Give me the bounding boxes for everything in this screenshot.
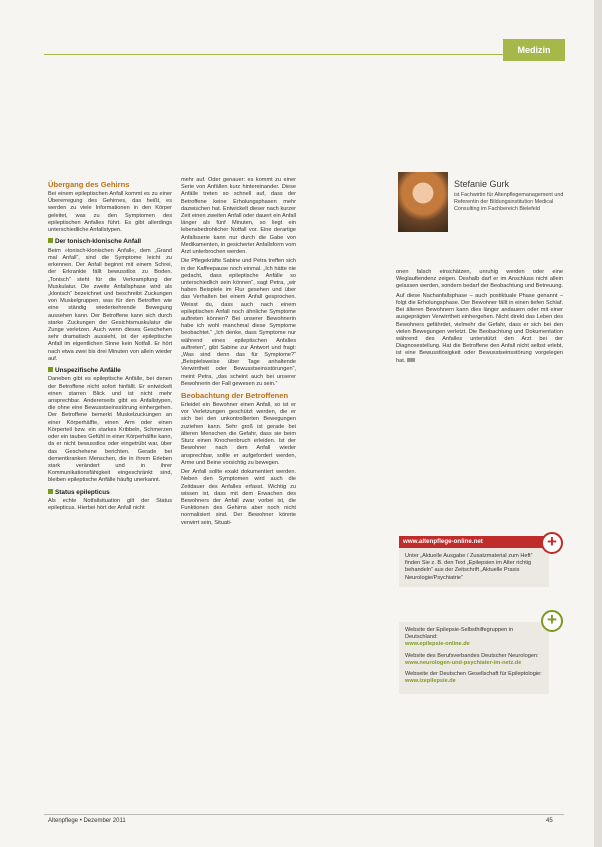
heading-intro: Übergang des Gehirns (48, 180, 130, 189)
bullet-square-icon (48, 238, 53, 243)
paragraph-col2-1: mehr auf. Oder genauer: es kommt zu einer Serie von Anfällen kurz hintereinander. Diese Anfälle treten so schnell auf, dass der Betroffene keine Erholungsphasen mehr dazwischen hat. Entwickelt dieser nach kurzer Zeit einen zweiten Anfall oder dauert ein Anfall länger als fünf Minuten, so liegt ein lebensbedrohlicher Notfall vor. Eine derartige Anfallsserie kann nur durch die Gabe von Medikamenten, in gesicherter Anfallsform vom Arzt unterbrochen werden. (181, 177, 296, 256)
heading-tonic: Der tonisch-klonische Anfall (48, 238, 172, 246)
paragraph-col2-4: Der Anfall sollte exakt dokumentiert werden. Neben den Symptomen wird auch die Zeitdauer des Anfalles erfasst. Wichtig zu wissen ist, dass mit dem Erwachen des Bewohners der Anfall zwar vorbei ist, die Funktionen des Gehirns aber noch nicht normalisiert sind. Der Bewohner könnte verwirrt sein, Situati- (181, 469, 296, 526)
footer-publication: Altenpflege • Dezember 2011 (48, 818, 126, 824)
section-tab: Medizin (503, 39, 565, 61)
footer-rule (44, 814, 564, 815)
column-3 (396, 269, 563, 367)
link-box-list (399, 622, 549, 694)
bullet-square-icon (48, 367, 53, 372)
paragraph-col3-1: onen falsch einschätzen, unruhig werden oder eine Weglauftendenz zeigen. Deshalb darf er im Anschluss nicht allein gelassen werden, sondern bedarf der Beobachtung und Betreuung. (396, 269, 564, 290)
website-link[interactable]: www.epilepsie-online.de (405, 641, 470, 648)
author-photo (398, 172, 448, 232)
link-box-online (399, 532, 557, 587)
plus-icon: + (541, 532, 563, 554)
link-box-url[interactable]: www.altenpflege-online.net (399, 536, 549, 548)
plus-icon: + (541, 610, 563, 632)
paragraph-status: Als echte Notfallsituation gilt der Status epilepticus. Hierbei hört der Anfall nicht (48, 498, 172, 512)
heading-unspecific: Unspezifische Anfälle (48, 367, 172, 375)
website-link[interactable]: www.izepilepsie.de (405, 678, 456, 685)
heading-status: Status epilepticus (48, 489, 172, 497)
paragraph-unspecific: Daneben gibt es epileptische Anfälle, bei denen der Betroffene nicht sofort hinfällt. Er entwickelt einen starren Blick und ist nicht mehr ansprechbar. Andererseits gibt es Anfallstypen, die ohne eine Bewusstseinsstörung einhergehen. Der Betroffene bemerkt Muskelzuckungen an einer Körperhälfte, einen Arm oder einen Körperteil bzw. ein starkes Kribbeln, Schmerzen oder ein taubes Gefühl in einer Körperhälfte kann, da er nicht bewusstlos oder eingetrübt war, über das Geschehene berichten. Gerade bei dementkranken Menschen, die in ihrem Erleben stark verändert und in ihrer Kommunikationsfähigkeit eingeschränkt sind, bleiben epileptische Anfälle häufig unerkannt. (48, 376, 172, 484)
author-name: Stefanie Gurk (454, 179, 510, 189)
website-link[interactable]: www.neurologen-und-psychiater-im-netz.de (405, 659, 522, 666)
paragraph-intro: Bei einem epileptischen Anfall kommt es zu einer Übererregung des Gehirnes, das heißt, es werden zu viele Informationen in den Körper geleitet, was zu den Symptomen des epileptischen Anfalles führt. Es gibt allerdings unterschiedliche Anfallstypen. (48, 191, 172, 234)
paragraph-col2-2: Die Pflegekräfte Sabine und Petra treffen sich in der Kaffeepause noch einmal. „Ich hätte nie gedacht, dass epileptische Anfälle so unterschiedlich sein können“, sagt Petra, „wir haben Beispiele im Flur gesehen und über das Verhalten bei einem Anfall gesprochen. Weisst du, dass auch nach einem epileptischen Anfall noch ähnliche Symptome auftreten können? Bei unserer Bewohnerin habe ich wohl manchmal diese Symptome beobachtet.“ „Ich denke, dass Symptome nur während eines epileptischen Anfalles auftreten“, gibt Sabine zur Antwort und fragt: „Was sind denn das für Symptome?“ „Beispielsweise über Tage anhaltende Verwirrtheit oder Bewusstseinsstörungen“, meint Petra, „das scheint auch bei unserer Bewohnerin der Fall gewesen zu sein.“ (181, 258, 296, 387)
link-box-websites (399, 610, 557, 694)
column-1 (48, 177, 172, 515)
end-mark-icon (407, 358, 415, 362)
website-item: Website des Berufsverbandes Deutscher Neurologen: www.neurologen-und-psychiater-im-netz.de (405, 652, 539, 666)
website-item: Webseite der Deutschen Gesellschaft für Epileptologie: www.izepilepsie.de (405, 671, 542, 685)
page-number: 45 (546, 818, 553, 824)
page-edge (594, 0, 602, 847)
author-bio: ist Fachwirtin für Altenpflegemanagement und Referentin der Bildungsinstitution Medical Consulting im Fachbereich Bielefeld (454, 192, 564, 212)
paragraph-tonic: Beim »tonisch-klonischen Anfall«, dem „Grand mal Anfall“, sind die Symptome leicht zu erkennen. Der Anfall beginnt mit einem Schrei, der Erkrankte fällt bewusstlos zu Boden. „Tonisch“ steht für die Verkrampfung der Muskulatur. Die zweite Anfallsphase wird als „klonisch“ bezeichnet und beschreibt Zuckungen von Muskelgruppen, was für den Betroffen wie eine ständig wiederkehrende Bewegung aussehen kann. Der Betroffene kann sich durch starke Zuckungen der Gesichtsmuskulatur die Zunge verletzen. Auch wenn dieses Geschehen sehr dramatisch aussieht, ist der epileptische Anfall im eigentlichen Sinne kein Notfall. Er hört nach etwa zwei bis drei Minuten von allein wieder auf. (48, 247, 172, 362)
heading-observation: Beobachtung der Betroffenen (181, 391, 289, 401)
column-2 (181, 177, 296, 529)
paragraph-col3-2: Auf diese Nachanfallsphase – auch postiktuale Phase genannt – folgt die Erholungsphase. Der Bewohner fällt in einen tiefen Schlaf. Bei älteren Bewohnern kann dies länger andauern oder mit einer ausgeprägten Verwirrtheit einhergehen. Nicht direkt das Leben des Bewohners gefährdet, vielmehr die Gefahr, dass er sich bei den vielen Bewegungen verletzt. Die Beobachtung und Dokumentation während des Anfalles unterstützt den Arzt bei der Diagnosestellung. Hat die Betroffene den Anfall nicht selbst erlebt, ist eine Bewusstlosigkeit oder Bewusstseinsstörung vorgelegen hat. (396, 292, 563, 364)
author-box (398, 172, 566, 244)
link-box-text: Unter „Aktuelle Ausgabe / Zusatzmaterial zum Heft“ finden Sie z. B. den Text „Epilepsien im Alter richtig behandeln“ aus der Zeitschrift „Aktuelle Praxis Neurologie/Psychiatrie“ (405, 553, 533, 581)
paragraph-col2-3: Erleidet ein Bewohner einen Anfall, so ist er vor Verletzungen geschützt werden, die er sich bei den unkontrollierten Bewegungen zuziehen kann. Sehr groß ist gerade bei älteren Menschen die Gefahr, dass sie beim Sturz einen Knochenbruch erleiden. Ist der Bewohner nach dem Anfall wieder ansprechbar, sollte er aufgefordert werden, Arme und Beine vorsichtig zu bewegen. (181, 402, 296, 466)
website-item: Website der Epilepsie-Selbsthilfegruppen in Deutschland: www.epilepsie-online.de (405, 627, 514, 648)
header-rule (44, 54, 564, 55)
bullet-square-icon (48, 489, 53, 494)
